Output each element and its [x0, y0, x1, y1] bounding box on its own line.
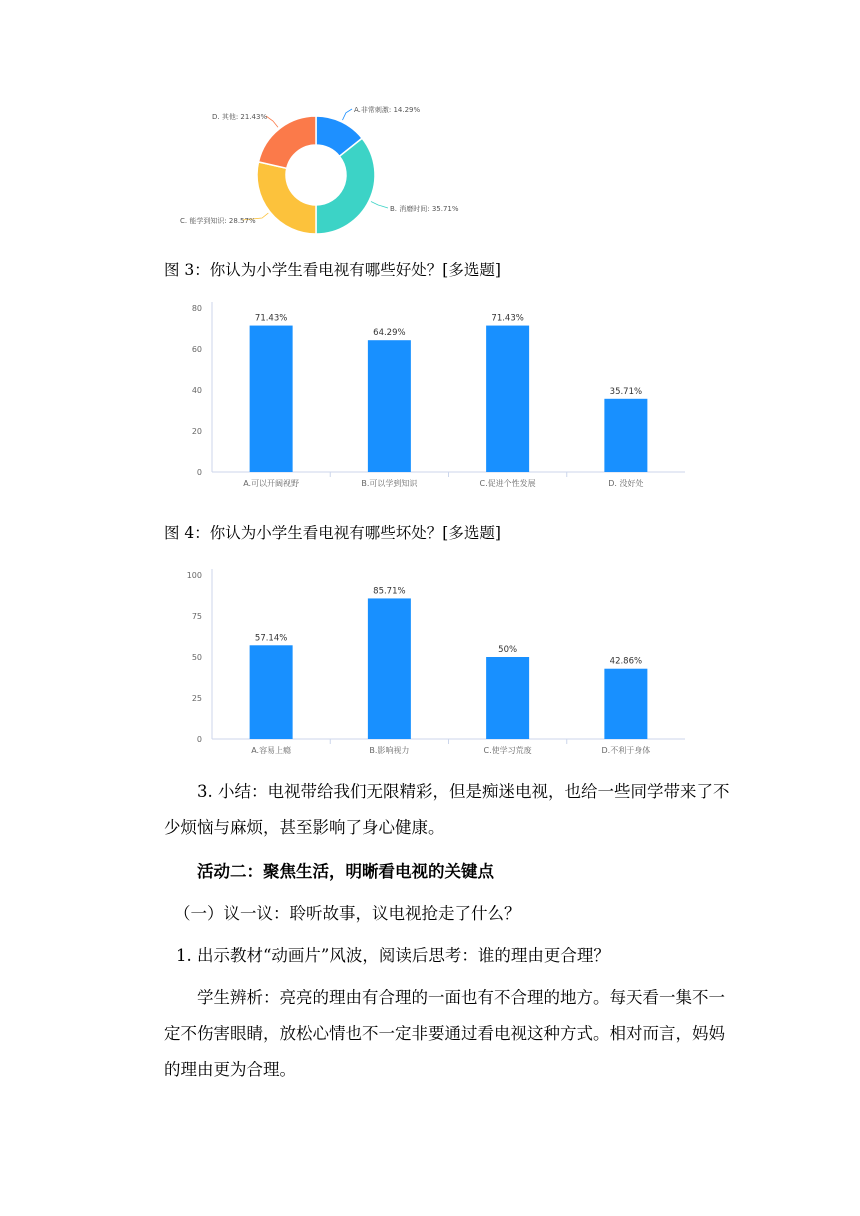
slice-label-d: D. 其他: 21.43%: [212, 113, 268, 121]
benefits-bar: [486, 326, 529, 472]
leader-line-d: [266, 116, 278, 127]
slice-label-c: C. 能学到知识: 28.57%: [180, 217, 256, 225]
slice-label-b: B. 消磨时间: 35.71%: [390, 205, 459, 213]
harms-bar: [604, 669, 647, 739]
benefits-category-label: D. 没好处: [608, 479, 644, 488]
benefits-y-tick-label: 0: [196, 468, 202, 477]
harms-category-label: A.容易上瘾: [251, 746, 292, 755]
harms-bar: [250, 645, 293, 739]
harms-data-label: 57.14%: [254, 633, 288, 644]
donut-slice-b: [316, 138, 375, 234]
benefits-data-label: 71.43%: [491, 313, 524, 324]
harms-bar: [486, 657, 529, 739]
leader-line-a: [342, 109, 352, 120]
harms-category-label: C.使学习荒废: [483, 746, 532, 755]
benefits-bar: [368, 340, 411, 472]
donut-chart: [160, 95, 480, 245]
harms-y-tick-label: 100: [186, 571, 202, 580]
harms-data-label: 42.86%: [609, 656, 643, 667]
slice-label-a: A.非常刺激: 14.29%: [354, 106, 421, 114]
benefits-data-label: 71.43%: [254, 313, 288, 324]
benefits-category-label: C.促进个性发展: [479, 479, 536, 488]
harms-y-tick-label: 0: [196, 735, 202, 744]
benefits-y-tick-label: 80: [191, 304, 202, 313]
analysis-paragraph: 学生辨析：亮亮的理由有合理的一面也有不合理的地方。每天看一集不一定不伤害眼睛，放松心情也不一定非要通过看电视这种方式。相对而言，妈妈的理由更为合理。: [164, 988, 725, 1079]
harms-category-label: B.影响视力: [369, 746, 410, 755]
activity-2-heading: 活动二：聚焦生活，明晰看电视的关键点: [197, 862, 494, 881]
harms-y-tick-label: 75: [191, 612, 202, 621]
donut-slice-c: [257, 162, 316, 234]
harms-category-label: D.不利于身体: [601, 746, 651, 755]
summary-paragraph: 3. 小结：电视带给我们无限精彩，但是痴迷电视，也给一些同学带来了不少烦恼与麻烦，甚至影响了身心健康。: [164, 782, 730, 837]
item-1-text: 1. 出示教材“动画片”风波，阅读后思考：谁的理由更合理？: [176, 946, 610, 965]
harms-bar: [368, 598, 411, 739]
bar-chart-harms: [180, 563, 700, 763]
benefits-bar: [250, 326, 293, 472]
benefits-data-label: 35.71%: [609, 386, 643, 397]
section-1-heading: （一）议一议：聆听故事，议电视抢走了什么？: [174, 904, 521, 923]
bar-chart-benefits: [180, 296, 700, 496]
figure-4-caption: 图 4：你认为小学生看电视有哪些坏处？[多选题]: [164, 524, 501, 542]
harms-data-label: 50%: [498, 645, 518, 655]
harms-y-tick-label: 25: [191, 694, 202, 703]
leader-line-b: [371, 201, 388, 208]
benefits-y-tick-label: 20: [191, 427, 202, 436]
benefits-y-tick-label: 60: [191, 345, 202, 354]
benefits-y-tick-label: 40: [191, 386, 202, 395]
harms-y-tick-label: 50: [191, 653, 202, 662]
donut-slice-d: [258, 116, 316, 168]
benefits-category-label: B.可以学到知识: [361, 479, 418, 488]
benefits-category-label: A.可以开阔视野: [243, 479, 300, 488]
figure-3-caption: 图 3：你认为小学生看电视有哪些好处？[多选题]: [164, 261, 501, 279]
benefits-bar: [604, 399, 647, 472]
harms-data-label: 85.71%: [373, 586, 406, 597]
benefits-data-label: 64.29%: [373, 328, 406, 339]
